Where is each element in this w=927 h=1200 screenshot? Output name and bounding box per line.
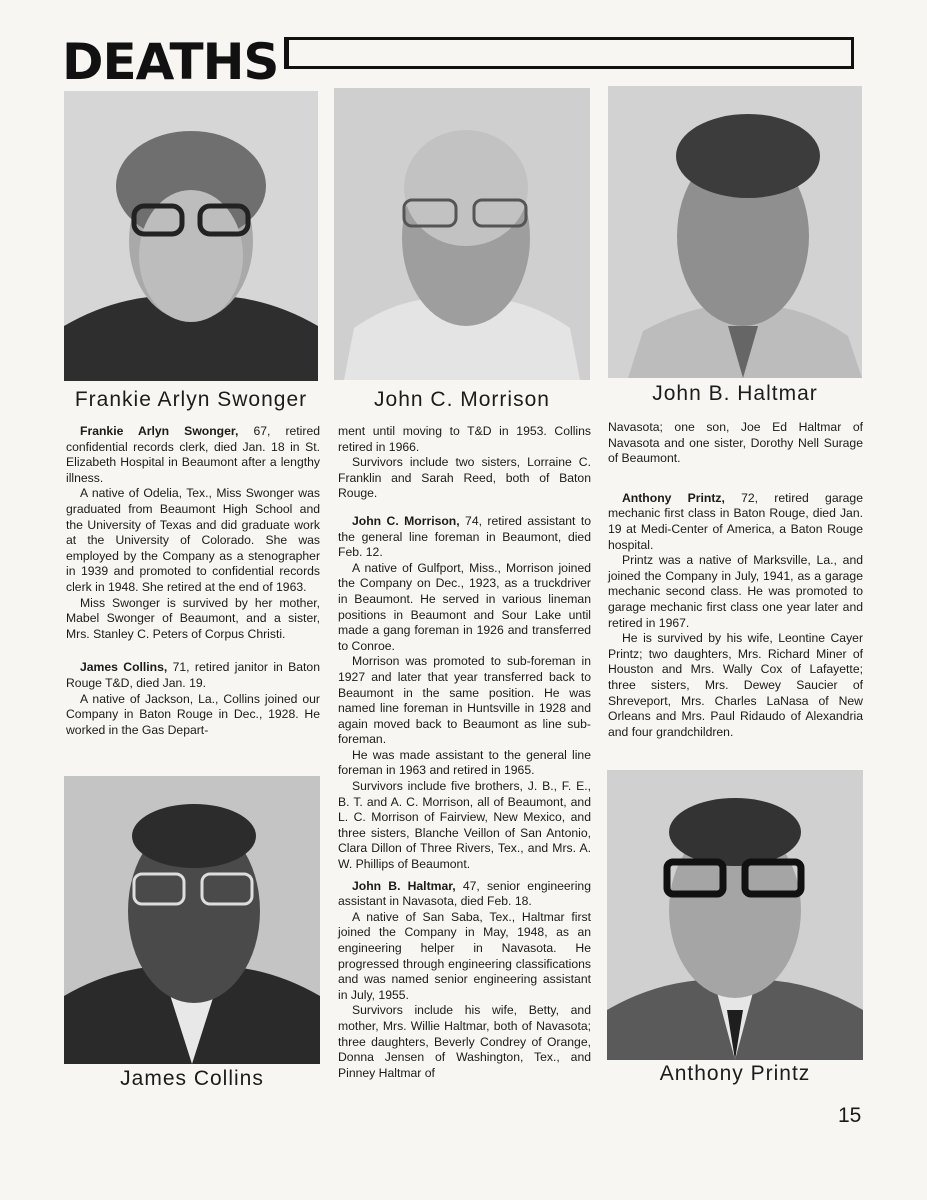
portrait-photo-icon [608, 86, 862, 378]
obituary-paragraph: Survivors include two sisters, Lorraine C. Franklin and Sarah Reed, both of Baton Rouge. [338, 455, 591, 501]
obituary-name: John B. Haltmar, [352, 878, 456, 893]
obituary-paragraph: He was made assistant to the general line foreman in 1963 and retired in 1965. [338, 747, 591, 778]
page-title: DEATHS [62, 33, 279, 91]
obituary-paragraph [608, 491, 863, 553]
obituary-text: 71, retired janitor in Baton Rouge T&D, died Jan. 19. [66, 660, 320, 690]
obituary-paragraph: Survivors include five brothers, J. B., F. E., B. T. and A. C. Morrison, all of Beaumont, and L. C. Morrison of Fairview, New Mexico, and three sisters, Blanche Veillon of San Antonio, Clara Dillon of Three Rivers, Tex., and Mrs. A. W. Phillips of Beaumont. [338, 779, 591, 872]
photo-john-haltmar [608, 86, 862, 378]
portrait-photo-icon [607, 770, 863, 1060]
obituary-text: 67, retired confidential records clerk, died Jan. 18 in St. Elizabeth Hospital in Beaumont after a lengthy illness. [66, 424, 320, 485]
obituary-paragraph: A native of Odelia, Tex., Miss Swonger was graduated from Beaumont High School and the University of Texas and did graduate work at the University of Colorado. She was employed by the Company as a stenographer in 1939 and promoted to confidential records clerk in 1948. She retired at the end of 1963. [66, 486, 320, 594]
obituary-text: 47, senior engineering assistant in Navasota, died Feb. 18. [338, 878, 591, 909]
photo-frankie-swonger [64, 91, 318, 381]
portrait-photo-icon [64, 776, 320, 1064]
obituary-paragraph: Morrison was promoted to sub-foreman in 1927 and later that year transferred back to Beaumont in the same position. He was named line foreman in Huntsville in 1928 and again moved back to Beaumont as line sub-foreman. [338, 654, 591, 747]
obituary-paragraph: A native of Jackson, La., Collins joined our Company in Baton Rouge in Dec., 1928. He worked in the Gas Depart- [66, 691, 320, 737]
obituary-paragraph: A native of San Saba, Tex., Haltmar first joined the Company in May, 1948, as an engineering helper in Navasota. He progressed through engineering classifications and was named senior engineering assistant in July, 1955. [338, 909, 591, 1002]
obituary-paragraph [66, 660, 320, 691]
obituary-text: 72, retired garage mechanic first class in Baton Rouge, died Jan. 19 at Medi-Center of America, a Baton Rouge hospital. [608, 490, 863, 552]
obituary-paragraph [338, 514, 591, 561]
left-column [66, 424, 320, 738]
obituary-name: James Collins, [80, 660, 168, 675]
portrait-photo-icon [64, 91, 318, 381]
photo-caption: John C. Morrison [374, 388, 550, 411]
obituary-paragraph: Miss Swonger is survived by her mother, Mabel Swonger of Beaumont, and a sister, Mrs. Stanley C. Peters of Corpus Christi. [66, 595, 320, 641]
obituary-paragraph: He is survived by his wife, Leontine Cayer Printz; two daughters, Mrs. Richard Miner of Houston and Mrs. Wally Cox of Lafayette; three sisters, Mrs. Dewey Saucier of Shreveport, Mrs. Charles LaNasa of New Orleans and Mrs. Paul Ridaudo of Alexandria and four grandchildren. [608, 631, 863, 739]
heading-rule-box [284, 37, 854, 69]
obituary-paragraph: Printz was a native of Marksville, La., and joined the Company in July, 1941, as a garage mechanic second class. He was promoted to garage mechanic first class one year later and retired in 1967. [608, 553, 863, 630]
obituary-paragraph: Survivors include his wife, Betty, and mother, Mrs. Willie Haltmar, both of Navasota; three daughters, Beverly Condrey of Orange, Donna Jensen of Washington, Tex., and Pinney Haltmar of [338, 1003, 591, 1080]
photo-james-collins [64, 776, 320, 1064]
obituary-paragraph [338, 879, 591, 910]
obituary-text: 74, retired assistant to the general line foreman in Beaumont, died Feb. 12. [338, 513, 592, 560]
photo-caption: Frankie Arlyn Swonger [74, 388, 308, 411]
middle-column [338, 424, 591, 1081]
portrait-photo-icon [334, 88, 590, 380]
obituary-paragraph [66, 424, 320, 486]
obituary-paragraph: Navasota; one son, Joe Ed Haltmar of Navasota and one sister, Dorothy Nell Surage of Beaumont. [608, 420, 863, 466]
obituary-paragraph: ment until moving to T&D in 1953. Collins retired in 1966. [338, 424, 591, 454]
page-number: 15 [838, 1104, 862, 1127]
photo-anthony-printz [607, 770, 863, 1060]
obituary-name: John C. Morrison, [352, 513, 460, 528]
obituary-name: Anthony Printz, [622, 490, 725, 505]
right-column [608, 420, 863, 740]
photo-caption: Anthony Printz [659, 1062, 811, 1085]
photo-caption: John B. Haltmar [652, 382, 818, 405]
photo-caption: James Collins [120, 1067, 264, 1090]
obituary-name: Frankie Arlyn Swonger, [80, 424, 239, 438]
obituary-paragraph: A native of Gulfport, Miss., Morrison joined the Company on Dec., 1923, as a truckdriver in Beaumont. He served in various lineman positions in Beaumont and Sour Lake until made a gang foreman in 1926 and transferred to Conroe. [338, 560, 591, 653]
photo-john-morrison [334, 88, 590, 380]
